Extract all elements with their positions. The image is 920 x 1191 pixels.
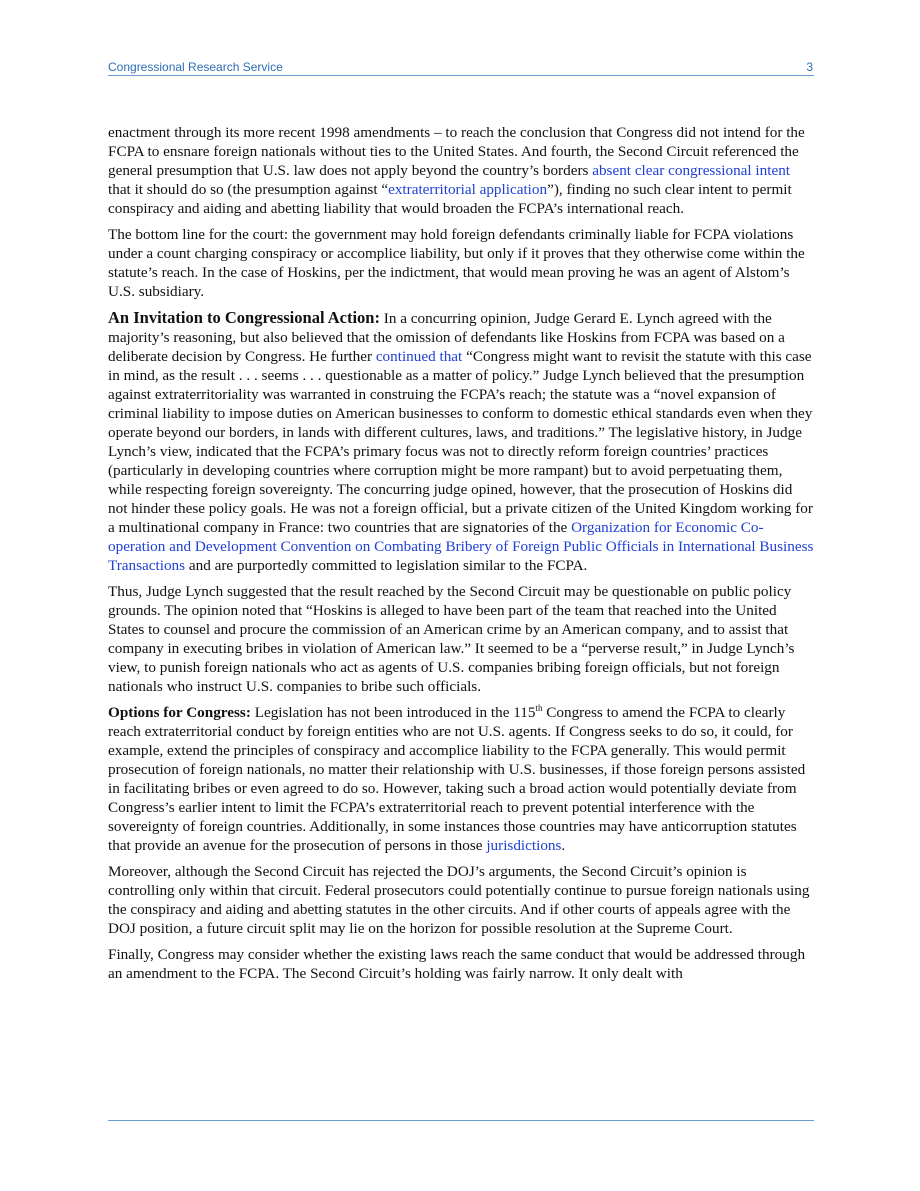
paragraph-text: “Congress might want to revisit the statute with this case in mind, as the result . . . seems . . . questionable as a matter of policy.” Judge Lynch believed that the presumption against extraterritoriality was warranted in construing the FCPA’s reach; the statute was a “novel expansion of criminal liability to impose duties on American businesses to conform to domestic ethical standards even when they operate beyond our borders, in lands with different cultures, laws, and traditions.” The legislative history, in Judge Lynch’s view, indicated that the FCPA’s primary focus was not to directly reform foreign countries’ practices (particularly in developing countries where corruption might be more rampant) but to avoid perpetuating them, while respecting foreign sovereignty. The concurring judge opined, however, that the prosecution of Hoskins did not hinder these policy goals. He was not a foreign official, but a private citizen of the United Kingdom working for a multinational company in France: two countries that are signatories of the: [108, 348, 813, 536]
paragraph-existing-laws: [108, 945, 814, 983]
document-body: [108, 123, 814, 983]
paragraph-court-reasoning: [108, 123, 814, 218]
paragraph-text: ”), finding no such clear intent to permit conspiracy and aiding and abetting liability that would broaden the FCPA’s international reach.: [108, 181, 792, 217]
paragraph-text: enactment through its more recent 1998 amendments – to reach the conclusion that Congress did not intend for the FCPA to ensnare foreign nationals without ties to the United States. And fourth, the Second Circuit referenced the general presumption that U.S. law does not apply beyond the country’s borders: [108, 124, 805, 179]
paragraph-text: Congress to amend the FCPA to clearly reach extraterritorial conduct by foreign entities who are not U.S. agents. If Congress seeks to do so, it could, for example, extend the principles of conspiracy and accomplice liability to the FCPA generally. This would permit prosecution of foreign nationals, no matter their relationship with U.S. businesses, if those foreign persons assisted in facilitating bribes or even agreed to do so. However, taking such a broad action would potentially deviate from Congress’s earlier intent to limit the FCPA’s extraterritorial reach to prevent potential interference with the sovereignty of foreign countries. Additionally, in some instances those countries may have anticorruption statutes that provide an avenue for the prosecution of persons in those: [108, 704, 806, 854]
paragraph-text: Legislation has not been introduced in the 115: [250, 704, 536, 721]
section-heading-invitation: An Invitation to Congressional Action:: [108, 308, 380, 327]
paragraph-text: Finally, Congress may consider whether the existing laws reach the same conduct that would be addressed through an amendment to the FCPA. The Second Circuit’s holding was fairly narrow. It only dealt with: [108, 946, 806, 982]
paragraph-text: In a concurring opinion, Judge Gerard E. Lynch agreed with the majority’s reasoning, but also believed that the omission of defendants like Hoskins from FCPA was based on a deliberate decision by Congress. He further: [108, 310, 785, 365]
footer-divider: [108, 1120, 814, 1121]
paragraph-text: that it should do so (the presumption against “: [108, 181, 389, 198]
paragraph-second-circuit-scope: [108, 862, 814, 938]
section-heading-options: Options for Congress:: [108, 704, 251, 721]
link-oecd-convention[interactable]: Organization for Economic Co-operation and Development Convention on Combating Bribery of Foreign Public Officials in International Business Transactions: [108, 519, 814, 574]
link-jurisdictions[interactable]: jurisdictions: [486, 837, 562, 854]
link-absent-clear-congressional-intent[interactable]: absent clear congressional intent: [592, 162, 791, 179]
paragraph-text: Moreover, although the Second Circuit has rejected the DOJ’s arguments, the Second Circuit’s opinion is controlling only within that circuit. Federal prosecutors could potentially continue to pursue foreign nationals using the conspiracy and aiding and abetting statutes in the other circuits. And if other courts of appeals agree with the DOJ position, a future circuit split may lie on the horizon for possible resolution at the Supreme Court.: [108, 863, 810, 937]
page-header: [108, 58, 813, 76]
header-title: Congressional Research Service: [108, 60, 283, 74]
page-number: 3: [806, 60, 813, 74]
paragraph-text: .: [561, 837, 566, 854]
paragraph-invitation-to-congress: [108, 308, 814, 575]
paragraph-text: Thus, Judge Lynch suggested that the result reached by the Second Circuit may be questionable on public policy grounds. The opinion noted that “Hoskins is alleged to have been part of the team that reached into the United States to counsel and procure the commission of an American crime by an American company, and to assist that company in executing bribes in violation of American law.” It seemed to be a “perverse result,” in Judge Lynch’s view, to punish foreign nationals who act as agents of U.S. companies bribing foreign officials, but not foreign nationals who instruct U.S. companies to bribe such officials.: [108, 583, 795, 695]
link-continued-that[interactable]: continued that: [375, 348, 463, 365]
paragraph-bottom-line: [108, 225, 814, 301]
paragraph-text: and are purportedly committed to legislation similar to the FCPA.: [185, 557, 588, 574]
paragraph-judge-lynch: [108, 582, 814, 696]
paragraph-options-for-congress: [108, 703, 814, 855]
link-extraterritorial-application[interactable]: extraterritorial application: [388, 181, 548, 198]
ordinal-superscript: th: [535, 702, 543, 713]
paragraph-text: The bottom line for the court: the government may hold foreign defendants criminally liable for FCPA violations under a count charging conspiracy or accomplice liability, but only if it proves that they otherwise come within the statute’s reach. In the case of Hoskins, per the indictment, that would mean proving he was an agent of Alstom’s U.S. subsidiary.: [108, 226, 805, 300]
header-divider: [108, 75, 814, 76]
